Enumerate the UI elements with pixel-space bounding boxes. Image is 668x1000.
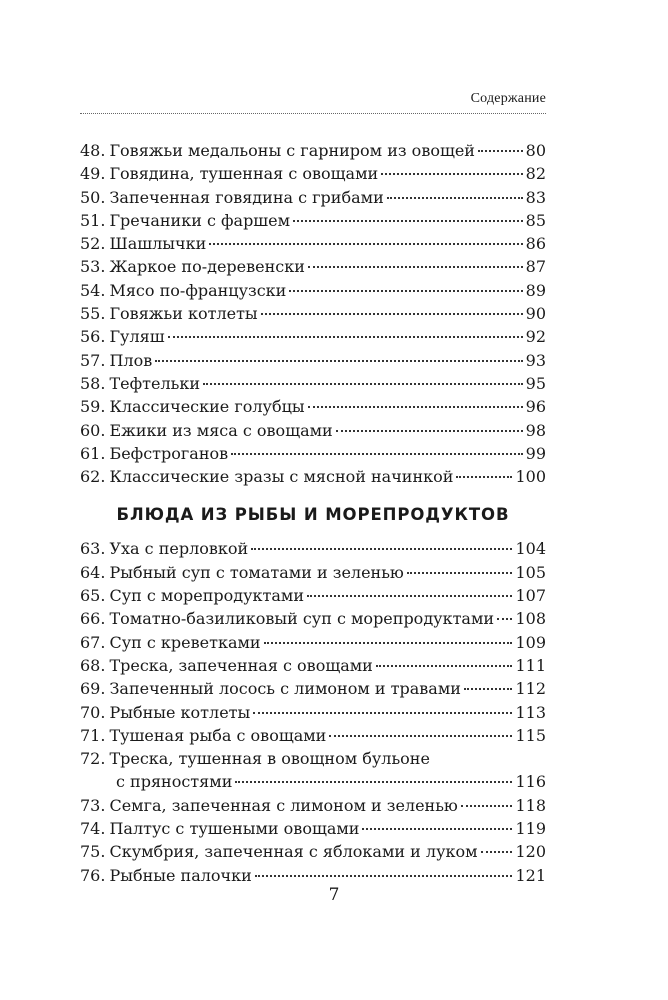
toc-entry-title: Шашлычки bbox=[109, 234, 207, 254]
toc-entry-number: 48. bbox=[80, 141, 106, 160]
toc-entry-number: 59. bbox=[80, 397, 106, 417]
toc-entry-page: 83 bbox=[525, 187, 546, 207]
dot-leader bbox=[155, 360, 522, 362]
toc-entry-page: 98 bbox=[525, 420, 546, 440]
toc-entry bbox=[80, 701, 546, 724]
toc-entry-title: Треска, запеченная с овощами bbox=[109, 655, 373, 675]
toc-entry bbox=[80, 747, 546, 770]
running-header bbox=[80, 89, 546, 114]
toc-entry bbox=[80, 162, 546, 185]
dot-leader bbox=[481, 851, 513, 853]
toc-entry-title: Гречаники с фаршем bbox=[109, 210, 291, 230]
toc-entry-title: Запеченный лосось с лимоном и травами bbox=[109, 679, 461, 699]
dot-leader bbox=[461, 805, 513, 807]
toc-entry bbox=[80, 232, 546, 255]
dot-leader bbox=[253, 712, 512, 714]
toc-entry-number: 65. bbox=[80, 586, 106, 606]
dot-leader bbox=[362, 828, 512, 830]
toc-entry-number: 74. bbox=[80, 819, 106, 839]
toc-entry-number: 66. bbox=[80, 609, 106, 629]
toc-entry-number: 70. bbox=[80, 702, 106, 722]
toc-entry-title: Палтус с тушеными овощами bbox=[109, 819, 360, 839]
dot-leader bbox=[387, 197, 523, 199]
toc-entry-number: 57. bbox=[80, 350, 106, 370]
toc-entry-page: 120 bbox=[515, 842, 546, 862]
toc-entry bbox=[80, 864, 546, 887]
toc-entry-number: 67. bbox=[80, 632, 106, 652]
toc-entry-page: 115 bbox=[515, 725, 546, 745]
toc-entry-page: 105 bbox=[515, 562, 546, 582]
toc-entry-number: 54. bbox=[80, 280, 106, 300]
toc-entry-page: 82 bbox=[525, 164, 546, 184]
toc-entry bbox=[80, 817, 546, 840]
dot-leader bbox=[497, 618, 512, 620]
toc-entry-page: 93 bbox=[525, 350, 546, 370]
toc-entry bbox=[80, 209, 546, 232]
toc-entry-page: 113 bbox=[515, 702, 546, 722]
toc-entry-page: 109 bbox=[515, 632, 546, 652]
toc-entry-number: 52. bbox=[80, 234, 106, 254]
toc-entry-page: 96 bbox=[525, 397, 546, 417]
toc-entry-number: 58. bbox=[80, 373, 106, 393]
toc-entry-title: с пряностями bbox=[116, 772, 233, 792]
dot-leader bbox=[308, 406, 523, 408]
toc-entry-title: Плов bbox=[109, 350, 153, 370]
dot-leader bbox=[251, 548, 512, 550]
toc-entry-number: 50. bbox=[80, 187, 106, 207]
toc-entry-title: Скумбрия, запеченная с яблоками и луком bbox=[109, 842, 478, 862]
dot-leader bbox=[329, 735, 512, 737]
toc-entry-page: 89 bbox=[525, 280, 546, 300]
dot-leader bbox=[376, 665, 513, 667]
toc-entry-page: 111 bbox=[515, 655, 546, 675]
dot-leader bbox=[407, 572, 513, 574]
toc-entry-title: Бефстроганов bbox=[109, 443, 229, 463]
toc-entry bbox=[80, 794, 546, 817]
toc-entry bbox=[80, 677, 546, 700]
header-title: Содержание bbox=[470, 91, 546, 106]
toc-entry-number: 62. bbox=[80, 467, 106, 487]
toc-entry-title: Суп с морепродуктами bbox=[109, 586, 304, 606]
toc-entry bbox=[80, 840, 546, 863]
toc-entry-page: 80 bbox=[525, 141, 546, 160]
toc-entry bbox=[80, 419, 546, 442]
toc-entry-number: 73. bbox=[80, 795, 106, 815]
toc-entry-page: 112 bbox=[515, 679, 546, 699]
toc-entry bbox=[80, 631, 546, 654]
dot-leader bbox=[255, 875, 513, 877]
toc-entry-number: 49. bbox=[80, 164, 106, 184]
dot-leader bbox=[478, 150, 523, 152]
toc-group-fish bbox=[80, 537, 546, 886]
dot-leader bbox=[209, 243, 522, 245]
toc-entry-number: 76. bbox=[80, 865, 106, 885]
dot-leader bbox=[289, 290, 522, 292]
toc-entry-title: Рыбные палочки bbox=[109, 865, 252, 885]
toc-entry-page: 86 bbox=[525, 234, 546, 254]
toc-entry-page: 118 bbox=[515, 795, 546, 815]
dot-leader bbox=[381, 173, 522, 175]
toc-entry-number: 56. bbox=[80, 327, 106, 347]
toc-entry bbox=[80, 465, 546, 488]
toc-entry bbox=[80, 770, 546, 793]
toc-entry-title: Говядина, тушенная с овощами bbox=[109, 164, 379, 184]
toc-entry-page: 87 bbox=[525, 257, 546, 277]
toc-entry-title: Тушеная рыба с овощами bbox=[109, 725, 327, 745]
toc-entry-title: Классические голубцы bbox=[109, 397, 305, 417]
toc-entry bbox=[80, 255, 546, 278]
toc-entry bbox=[80, 442, 546, 465]
toc-entry-page: 104 bbox=[515, 539, 546, 559]
toc-entry-page: 85 bbox=[525, 210, 546, 230]
dot-leader bbox=[293, 220, 523, 222]
toc-entry-number: 63. bbox=[80, 539, 106, 559]
toc-entry-title: Говяжьи котлеты bbox=[109, 304, 258, 324]
toc-group-meat bbox=[80, 139, 546, 488]
toc-entry-title: Рыбные котлеты bbox=[109, 702, 251, 722]
toc-entry bbox=[80, 395, 546, 418]
dot-leader bbox=[261, 313, 523, 315]
toc-entry-number: 68. bbox=[80, 655, 106, 675]
toc-entry-title: Рыбный суп с томатами и зеленью bbox=[109, 562, 404, 582]
toc-entry bbox=[80, 139, 546, 162]
dot-leader bbox=[264, 642, 513, 644]
toc-entry-page: 108 bbox=[515, 609, 546, 629]
toc-entry-title: Мясо по-французски bbox=[109, 280, 287, 300]
toc-entry-number: 72. bbox=[80, 749, 106, 769]
toc-entry-title: Говяжьи медальоны с гарниром из овощей bbox=[109, 141, 475, 160]
toc-entry-title: Жаркое по-деревенски bbox=[109, 257, 305, 277]
toc-entry bbox=[80, 537, 546, 560]
toc-entry-page: 99 bbox=[525, 443, 546, 463]
toc-entry-number: 71. bbox=[80, 725, 106, 745]
dot-leader bbox=[464, 688, 513, 690]
toc-entry-title: Уха с перловкой bbox=[109, 539, 249, 559]
toc-entry-title: Гуляш bbox=[109, 327, 165, 347]
toc-entry-number: 51. bbox=[80, 210, 106, 230]
dot-leader bbox=[203, 383, 523, 385]
toc-entry-number: 55. bbox=[80, 304, 106, 324]
toc-entry-title: Семга, запеченная с лимоном и зеленью bbox=[109, 795, 458, 815]
toc-entry bbox=[80, 724, 546, 747]
dot-leader bbox=[231, 453, 523, 455]
toc-entry-title: Томатно-базиликовый суп с морепродуктами bbox=[109, 609, 495, 629]
toc-entry bbox=[80, 349, 546, 372]
toc-entry-number: 69. bbox=[80, 679, 106, 699]
toc-entry-page: 107 bbox=[515, 586, 546, 606]
toc-entry-number: 61. bbox=[80, 443, 106, 463]
toc-entry bbox=[80, 561, 546, 584]
dot-leader bbox=[308, 266, 523, 268]
dot-leader bbox=[168, 336, 523, 338]
toc-entry bbox=[80, 607, 546, 630]
toc-entry-page: 95 bbox=[525, 373, 546, 393]
dot-leader bbox=[336, 430, 523, 432]
toc-entry bbox=[80, 325, 546, 348]
toc-entry-page: 92 bbox=[525, 327, 546, 347]
toc-entry-title: Суп с креветками bbox=[109, 632, 261, 652]
toc-entry-number: 53. bbox=[80, 257, 106, 277]
toc-entry bbox=[80, 654, 546, 677]
table-of-contents bbox=[80, 139, 546, 887]
toc-entry-title: Треска, тушенная в овощном бульоне bbox=[109, 749, 430, 769]
dot-leader bbox=[456, 476, 512, 478]
dot-leader bbox=[235, 781, 512, 783]
toc-entry-title: Классические зразы с мясной начинкой bbox=[109, 467, 454, 487]
toc-entry-number: 75. bbox=[80, 842, 106, 862]
toc-entry-page: 90 bbox=[525, 304, 546, 324]
toc-entry-page: 116 bbox=[515, 772, 546, 792]
toc-entry-title: Запеченная говядина с грибами bbox=[109, 187, 384, 207]
toc-entry-page: 119 bbox=[515, 819, 546, 839]
toc-entry-number: 60. bbox=[80, 420, 106, 440]
page-number: 7 bbox=[328, 885, 340, 905]
toc-entry bbox=[80, 372, 546, 395]
toc-entry-title: Ежики из мяса с овощами bbox=[109, 420, 333, 440]
toc-entry-page: 121 bbox=[515, 865, 546, 885]
toc-entry-page: 100 bbox=[515, 467, 546, 487]
section-heading: БЛЮДА ИЗ РЫБЫ И МОРЕПРОДУКТОВ bbox=[116, 505, 510, 525]
toc-entry-title: Тефтельки bbox=[109, 373, 200, 393]
toc-entry bbox=[80, 186, 546, 209]
toc-entry bbox=[80, 584, 546, 607]
toc-entry-number: 64. bbox=[80, 562, 106, 582]
dot-leader bbox=[307, 595, 512, 597]
toc-entry bbox=[80, 279, 546, 302]
toc-entry bbox=[80, 302, 546, 325]
